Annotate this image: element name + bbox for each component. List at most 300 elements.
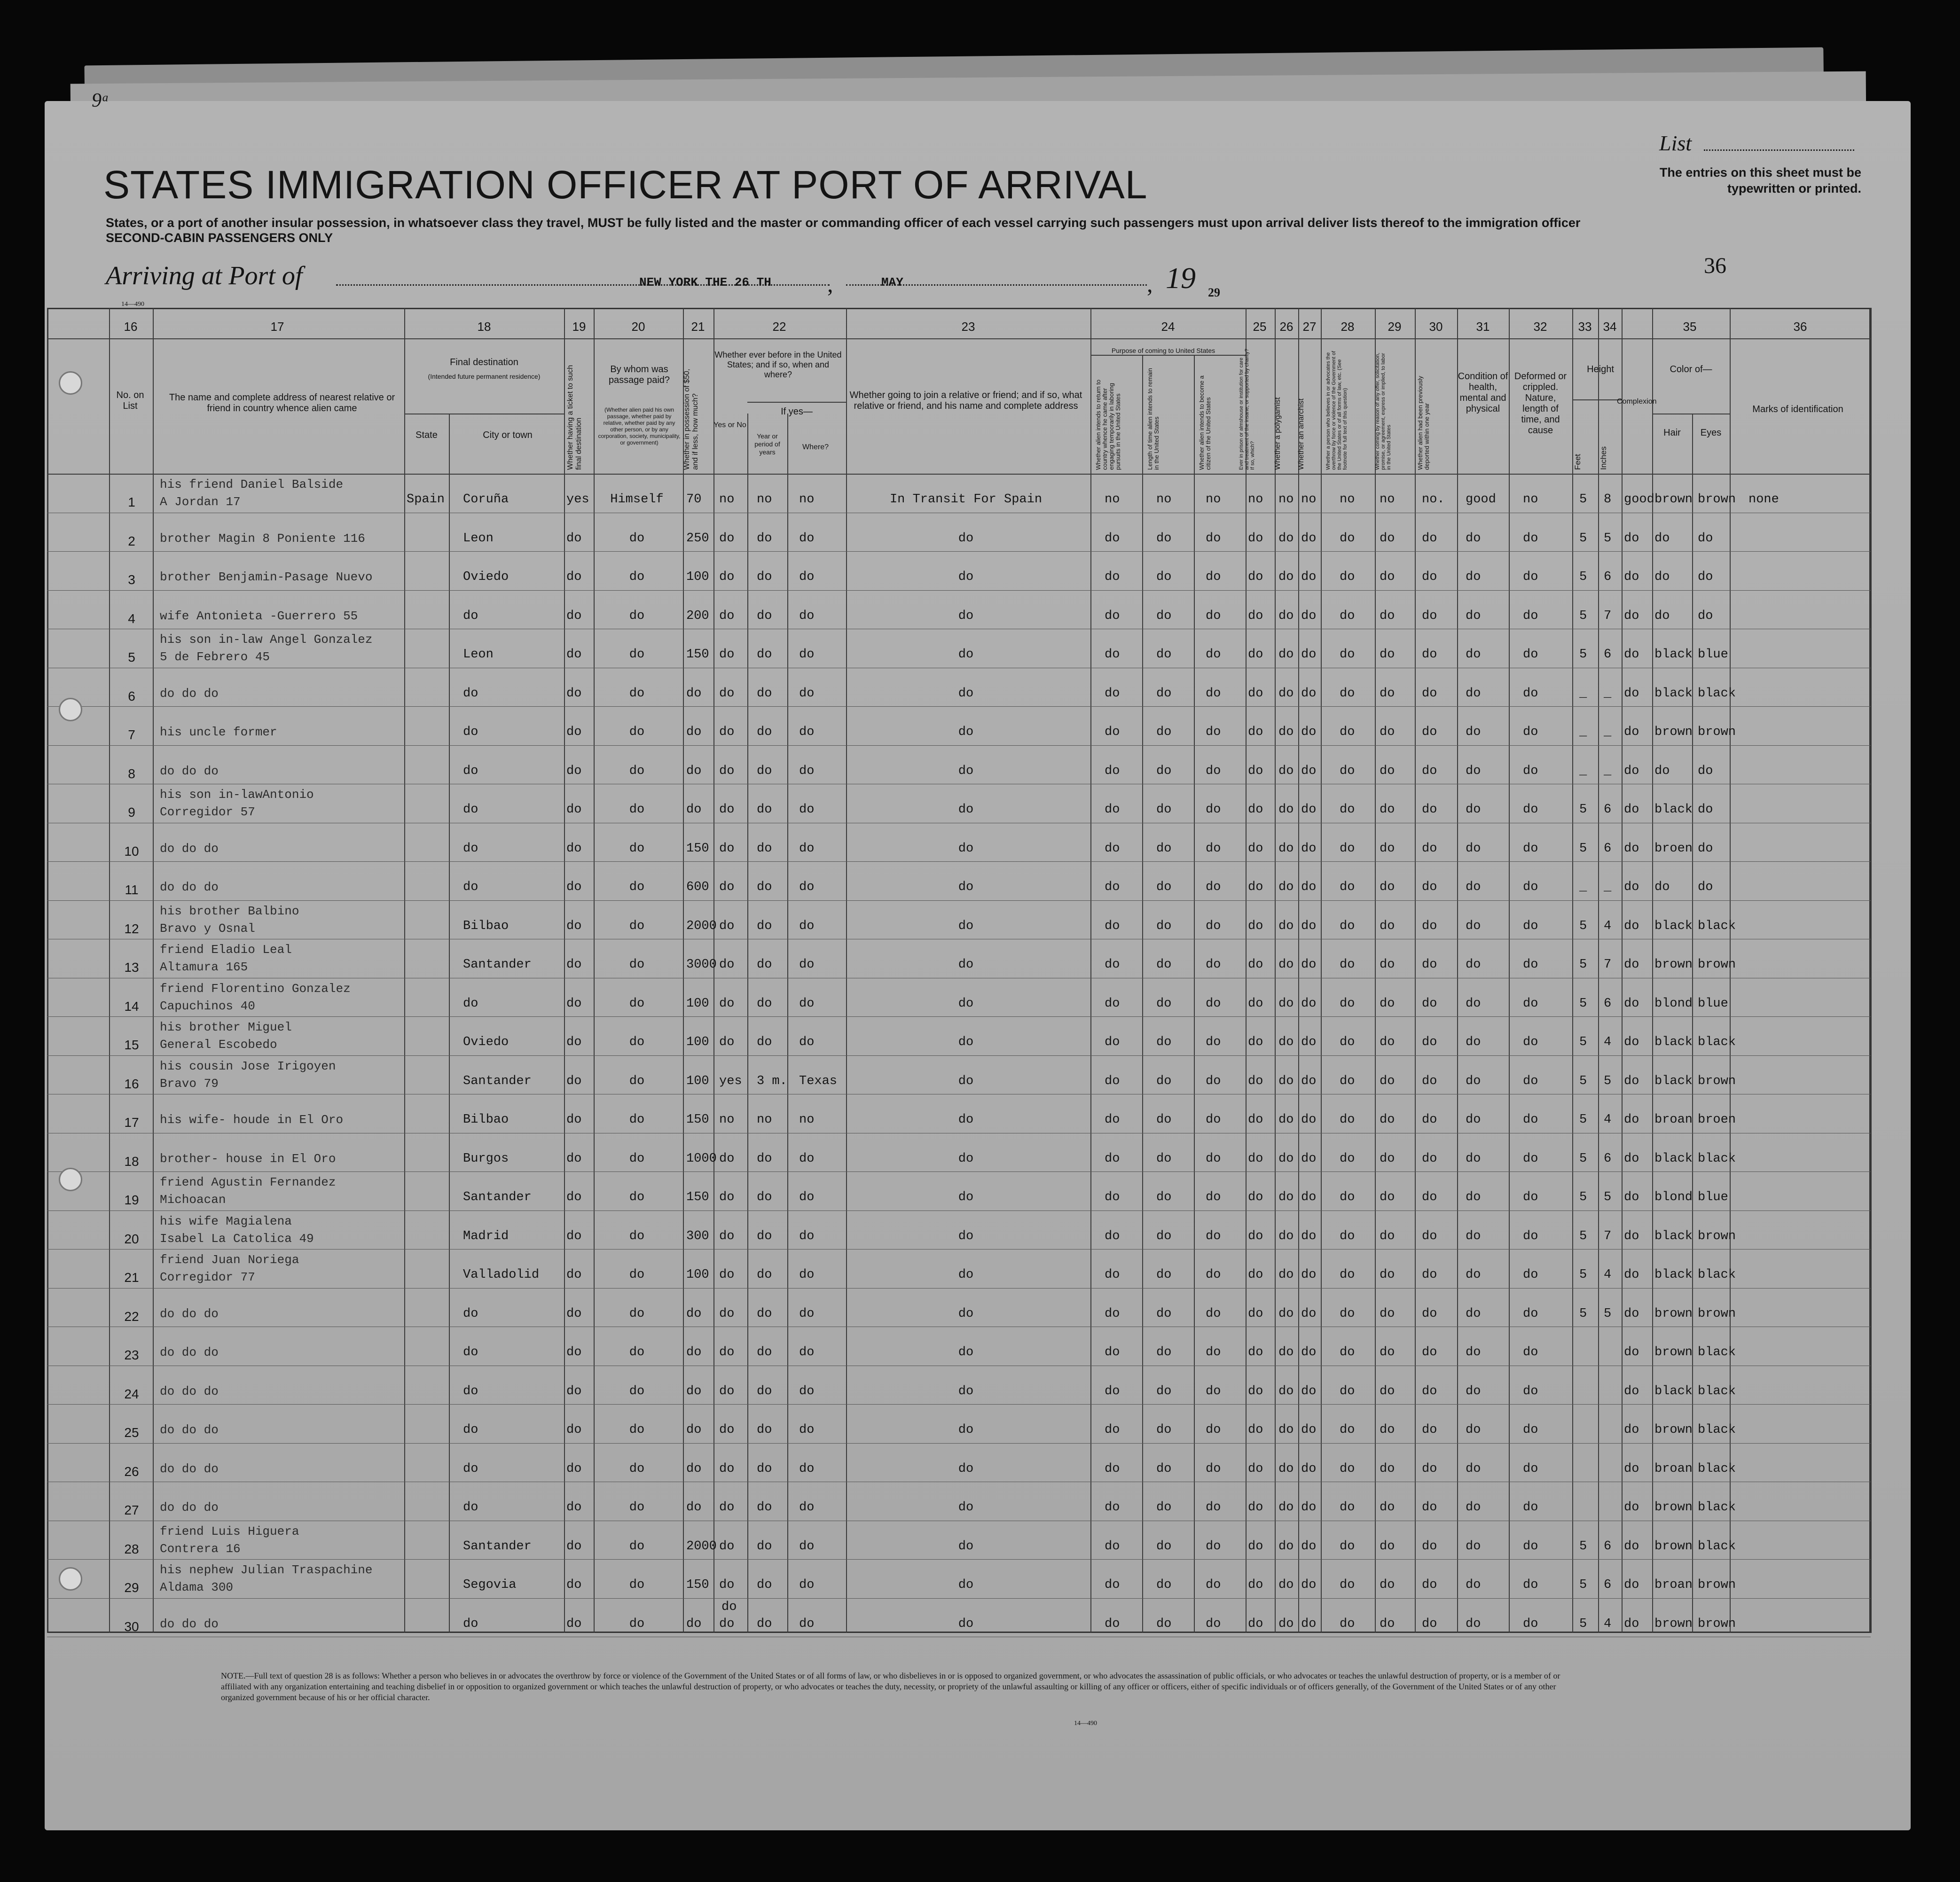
cell-where: do — [799, 880, 815, 894]
cell-in: 4 — [1604, 1035, 1612, 1049]
cell-c29: do — [1380, 1500, 1395, 1515]
cell-c26: do — [1278, 880, 1294, 894]
row-number: 9 — [128, 805, 135, 820]
row-number: 12 — [124, 921, 139, 936]
header-coming-offer: Whether coming by reason of any offer, solicitation, promise, or agreement, express or implied, to labor in the United States — [1375, 352, 1392, 470]
cell-ticket: do — [566, 841, 582, 856]
cell-c25: do — [1248, 725, 1263, 739]
row-rule — [47, 1443, 1871, 1444]
cell-c25: do — [1248, 1306, 1263, 1321]
cell-c25: do — [1248, 1074, 1263, 1088]
cell-c27: do — [1301, 919, 1317, 933]
relative-name: brother Benjamin-Pasage Nuevo — [160, 570, 373, 584]
cell-paid: do — [629, 1539, 645, 1554]
cell-where: do — [799, 996, 815, 1011]
cell-state: Spain — [407, 492, 445, 507]
cell-ticket: do — [566, 1229, 582, 1243]
cell-c26: do — [1278, 1074, 1294, 1088]
header-prison: Ever in prison or almshouse or institution for care and treatment of the insane, or supported by charity? If so, which? — [1239, 348, 1255, 470]
cell-ft: 5 — [1579, 1035, 1587, 1049]
cell-c25: do — [1248, 1229, 1263, 1243]
cell-health: good — [1466, 492, 1496, 507]
cell-paid: do — [629, 609, 645, 623]
cell-hair: do — [1654, 880, 1670, 894]
column-number: 29 — [1388, 320, 1402, 334]
cell-c25: do — [1248, 648, 1263, 662]
cell-c27: do — [1301, 1151, 1317, 1166]
cell-c28: do — [1340, 648, 1355, 662]
row-number: 29 — [124, 1580, 139, 1595]
relative-name: do do do — [160, 1500, 219, 1515]
cell-in: _ — [1604, 764, 1612, 778]
sub-column-rule — [1142, 355, 1143, 1633]
cell-c27: do — [1301, 1384, 1317, 1398]
row-number: 22 — [124, 1309, 139, 1324]
cell-c30: do — [1422, 1539, 1437, 1554]
cell-yn: do — [719, 1423, 735, 1437]
cell-eyes: blue — [1698, 996, 1728, 1011]
cell-join: do — [958, 609, 974, 623]
cell-c28: do — [1340, 841, 1355, 856]
cell-yr: do — [757, 648, 772, 662]
cell-c30: do — [1422, 686, 1437, 701]
cell-hair: brown — [1654, 1616, 1693, 1631]
cell-join: do — [958, 1306, 974, 1321]
cell-p1: do — [1105, 1345, 1120, 1359]
cell-paid: do — [629, 1578, 645, 1592]
cell-p3: do — [1206, 996, 1221, 1011]
cell-eyes: brown — [1698, 1074, 1736, 1088]
relative-name: friend Eladio Leal — [160, 943, 292, 957]
cell-yn: do — [719, 686, 735, 701]
header-inches: Inches — [1599, 446, 1608, 470]
cell-marks: none — [1748, 492, 1779, 507]
cell-c26: do — [1278, 648, 1294, 662]
cell-p1: do — [1105, 1229, 1120, 1243]
cell-ticket: do — [566, 1616, 582, 1631]
cell-ticket: do — [566, 686, 582, 701]
cell-money: 100 — [686, 1035, 709, 1049]
cell-hair: brown — [1654, 1539, 1693, 1554]
cell-ticket: do — [566, 648, 582, 662]
header-rule — [47, 474, 1871, 475]
relative-name: friend Agustin Fernandez — [160, 1175, 336, 1189]
cell-eyes: do — [1698, 609, 1713, 623]
relative-address: Corregidor 57 — [160, 805, 255, 819]
cell-health: do — [1466, 725, 1481, 739]
cell-hair: black — [1654, 803, 1693, 817]
cell-c26: do — [1278, 1306, 1294, 1321]
cell-c30: do — [1422, 1229, 1437, 1243]
cell-p1: do — [1105, 531, 1120, 546]
cell-c27: do — [1301, 764, 1317, 778]
cell-p2: do — [1156, 996, 1172, 1011]
cell-p3: do — [1206, 1151, 1221, 1166]
column-rule — [594, 308, 595, 1633]
cell-where: do — [799, 803, 815, 817]
cell-p3: do — [1206, 919, 1221, 933]
cell-c29: do — [1380, 1306, 1395, 1321]
cell-complexion: do — [1624, 1384, 1639, 1398]
relative-address: Bravo 79 — [160, 1076, 219, 1091]
cell-paid: do — [629, 996, 645, 1011]
row-number: 14 — [124, 999, 139, 1014]
cell-deformed: do — [1523, 1616, 1538, 1631]
header-feet: Feet — [1573, 453, 1582, 470]
cell-p1: do — [1105, 764, 1120, 778]
cell-deformed: do — [1523, 1229, 1538, 1243]
column-rule — [1598, 308, 1599, 1633]
binder-hole — [59, 1168, 82, 1191]
cell-paid: do — [629, 648, 645, 662]
cell-hair: do — [1654, 531, 1670, 546]
cell-where: do — [799, 1306, 815, 1321]
cell-c27: do — [1301, 1190, 1317, 1204]
cell-eyes: brown — [1698, 725, 1736, 739]
cell-in: 6 — [1604, 570, 1612, 584]
cell-yr: do — [757, 1229, 772, 1243]
cell-p3: do — [1206, 1113, 1221, 1127]
cell-c30: do — [1422, 1151, 1437, 1166]
cell-p2: do — [1156, 1035, 1172, 1049]
cell-city: do — [463, 1306, 478, 1321]
cell-in: 6 — [1604, 1539, 1612, 1554]
row-number: 19 — [124, 1193, 139, 1207]
cell-c29: do — [1380, 958, 1395, 972]
header-city: City or town — [483, 430, 533, 440]
cell-paid: do — [629, 1268, 645, 1282]
cell-c29: do — [1380, 686, 1395, 701]
cell-health: do — [1466, 648, 1481, 662]
cell-paid: do — [629, 570, 645, 584]
header-rule — [747, 402, 846, 403]
cell-money: do — [686, 725, 702, 739]
cell-c28: do — [1340, 1539, 1355, 1554]
cell-paid: do — [629, 1151, 645, 1166]
row-rule — [47, 590, 1871, 591]
cell-yn: do — [719, 996, 735, 1011]
cell-complexion: do — [1624, 648, 1639, 662]
cell-paid: do — [629, 1461, 645, 1476]
cell-p1: do — [1105, 919, 1120, 933]
column-number: 20 — [631, 320, 645, 334]
cell-c30: do — [1422, 531, 1437, 546]
cell-c28: do — [1340, 1113, 1355, 1127]
cell-paid: do — [629, 725, 645, 739]
cell-c25: do — [1248, 1578, 1263, 1592]
cell-p3: do — [1206, 958, 1221, 972]
cell-c29: do — [1380, 531, 1395, 546]
cell-in: 6 — [1604, 803, 1612, 817]
cell-c28: do — [1340, 1616, 1355, 1631]
cell-eyes: black — [1698, 1500, 1736, 1515]
cell-yn: do — [719, 531, 735, 546]
cell-join: do — [958, 958, 974, 972]
cell-ft: 5 — [1579, 1539, 1587, 1554]
cell-where: do — [799, 1578, 815, 1592]
cell-c27: do — [1301, 1074, 1317, 1088]
cell-c30: do — [1422, 1113, 1437, 1127]
cell-yn: do — [719, 1229, 735, 1243]
cell-paid: do — [629, 1384, 645, 1398]
cell-c26: do — [1278, 686, 1294, 701]
cell-c28: do — [1340, 531, 1355, 546]
cell-health: do — [1466, 1500, 1481, 1515]
corner-mark: 9ᵃ — [92, 90, 110, 111]
cell-eyes: do — [1698, 841, 1713, 856]
cell-money: 600 — [686, 880, 709, 894]
cell-where: do — [799, 764, 815, 778]
cell-hair: do — [1654, 609, 1670, 623]
header-where: Where? — [802, 443, 829, 451]
cell-c30: do — [1422, 1461, 1437, 1476]
cell-hair: brown — [1654, 725, 1693, 739]
cell-yr: do — [757, 686, 772, 701]
cell-in: 6 — [1604, 648, 1612, 662]
cell-yr: do — [757, 1578, 772, 1592]
cell-in: 7 — [1604, 958, 1612, 972]
cell-p2: do — [1156, 1500, 1172, 1515]
cell-c29: do — [1380, 1113, 1395, 1127]
cell-yr: do — [757, 1539, 772, 1554]
header-hair: Hair — [1663, 428, 1681, 438]
cell-ft: 5 — [1579, 570, 1587, 584]
list-line — [1704, 149, 1854, 151]
cell-p2: do — [1156, 1384, 1172, 1398]
cell-ticket: do — [566, 1461, 582, 1476]
cell-join: do — [958, 996, 974, 1011]
cell-p3: do — [1206, 1539, 1221, 1554]
cell-ticket: do — [566, 1151, 582, 1166]
column-rule — [1457, 308, 1458, 1633]
cell-hair: black — [1654, 1074, 1693, 1088]
cell-yn: do — [719, 1578, 735, 1592]
cell-join: do — [958, 1616, 974, 1631]
cell-c25: do — [1248, 1616, 1263, 1631]
cell-p2: do — [1156, 1151, 1172, 1166]
cell-join: do — [958, 1151, 974, 1166]
cell-in: 4 — [1604, 1616, 1612, 1631]
cell-join: do — [958, 686, 974, 701]
cell-complexion: do — [1624, 1616, 1639, 1631]
cell-p3: do — [1206, 1500, 1221, 1515]
cell-p1: do — [1105, 1384, 1120, 1398]
cell-c29: do — [1380, 880, 1395, 894]
cell-c26: do — [1278, 841, 1294, 856]
sub-column-rule — [747, 414, 748, 1633]
row-rule — [47, 1559, 1871, 1560]
cell-money: do — [686, 803, 702, 817]
cell-c26: do — [1278, 1268, 1294, 1282]
cell-money: 2000 — [686, 919, 717, 933]
cell-ticket: do — [566, 1113, 582, 1127]
cell-yr: do — [757, 725, 772, 739]
cell-hair: black — [1654, 1268, 1693, 1282]
cell-city: Bilbao — [463, 919, 509, 933]
row-number: 3 — [128, 572, 135, 587]
row-number: 13 — [124, 960, 139, 975]
relative-address: Contrera 16 — [160, 1541, 241, 1556]
cell-money: 200 — [686, 609, 709, 623]
cell-p3: do — [1206, 725, 1221, 739]
cell-paid: do — [629, 958, 645, 972]
cell-paid: do — [629, 1423, 645, 1437]
cell-city: do — [463, 803, 478, 817]
cell-c28: do — [1340, 1461, 1355, 1476]
row-rule — [47, 1404, 1871, 1405]
cell-p3: do — [1206, 1461, 1221, 1476]
cell-paid: Himself — [610, 492, 664, 507]
cell-p2: do — [1156, 531, 1172, 546]
cell-p1: do — [1105, 1035, 1120, 1049]
cell-c25: do — [1248, 1190, 1263, 1204]
column-rule — [1622, 308, 1623, 1633]
relative-address: Altamura 165 — [160, 960, 248, 974]
cell-c25: do — [1248, 609, 1263, 623]
header-yes-no: Yes or No — [713, 421, 746, 429]
cell-in: 4 — [1604, 1268, 1612, 1282]
cell-p1: do — [1105, 1268, 1120, 1282]
header-purpose: Purpose of coming to United States — [1111, 347, 1215, 354]
cell-c28: do — [1340, 1268, 1355, 1282]
cell-c28: do — [1340, 609, 1355, 623]
cell-p2: no — [1156, 492, 1172, 507]
cell-where: do — [799, 1151, 815, 1166]
cell-c27: do — [1301, 686, 1317, 701]
cell-c26: do — [1278, 609, 1294, 623]
cell-join: do — [958, 919, 974, 933]
cell-p3: do — [1206, 841, 1221, 856]
row-rule — [47, 551, 1871, 552]
cell-money: 100 — [686, 1268, 709, 1282]
column-number: 35 — [1683, 320, 1697, 334]
cell-health: do — [1466, 1345, 1481, 1359]
cell-c27: no — [1301, 492, 1317, 507]
cell-p1: do — [1105, 1113, 1120, 1127]
cell-deformed: do — [1523, 1539, 1538, 1554]
cell-health: do — [1466, 880, 1481, 894]
sub-column-rule — [449, 414, 450, 1633]
header-join-relative: Whether going to join a relative or friend; and if so, what relative or friend, and his name and complete address — [849, 390, 1082, 411]
cell-c25: do — [1248, 880, 1263, 894]
cell-hair: brown — [1654, 1423, 1693, 1437]
row-number: 2 — [128, 533, 135, 548]
cell-c28: do — [1340, 1035, 1355, 1049]
cell-yr: do — [757, 880, 772, 894]
cell-c27: do — [1301, 1268, 1317, 1282]
cell-p1: do — [1105, 1190, 1120, 1204]
cell-hair: black — [1654, 919, 1693, 933]
cell-c27: do — [1301, 725, 1317, 739]
row-rule — [47, 1210, 1871, 1211]
cell-deformed: do — [1523, 958, 1538, 972]
cell-c30: do — [1422, 996, 1437, 1011]
cell-health: do — [1466, 1190, 1481, 1204]
relative-name: do do do — [160, 880, 219, 894]
cell-p3: do — [1206, 609, 1221, 623]
cell-c26: do — [1278, 1229, 1294, 1243]
cell-ft: 5 — [1579, 803, 1587, 817]
year-suffix: 29 — [1208, 286, 1220, 299]
cell-hair: black — [1654, 1151, 1693, 1166]
cell-deformed: do — [1523, 1190, 1538, 1204]
cell-health: do — [1466, 1074, 1481, 1088]
cell-ft: _ — [1579, 686, 1587, 701]
cell-p3: do — [1206, 1229, 1221, 1243]
cell-c27: do — [1301, 1578, 1317, 1592]
cell-health: do — [1466, 1616, 1481, 1631]
relative-name: brother Magin 8 Poniente 116 — [160, 531, 365, 546]
column-number: 31 — [1476, 320, 1490, 334]
relative-name: his wife Magialena — [160, 1214, 292, 1228]
cell-where: do — [799, 1616, 815, 1631]
cell-ft: 5 — [1579, 958, 1587, 972]
cell-money: 250 — [686, 531, 709, 546]
cell-c28: do — [1340, 958, 1355, 972]
cell-complexion: do — [1624, 1539, 1639, 1554]
cell-complexion: do — [1624, 919, 1639, 933]
header-passage-paid: By whom was passage paid? — [608, 364, 670, 385]
cell-money: do — [686, 1345, 702, 1359]
cell-city: Leon — [463, 531, 494, 546]
cell-c28: do — [1340, 996, 1355, 1011]
cell-yn: do — [719, 1345, 735, 1359]
cell-c26: do — [1278, 958, 1294, 972]
row-number: 21 — [124, 1270, 139, 1285]
cell-money: 1000 — [686, 1151, 717, 1166]
cell-yr: do — [757, 764, 772, 778]
cell-in: 6 — [1604, 1578, 1612, 1592]
sub-column-rule — [1194, 355, 1195, 1633]
cell-p2: do — [1156, 1268, 1172, 1282]
cell-city: do — [463, 1500, 478, 1515]
row-rule — [47, 900, 1871, 901]
cell-c29: do — [1380, 648, 1395, 662]
cell-paid: do — [629, 764, 645, 778]
relative-name: his wife- houde in El Oro — [160, 1113, 344, 1127]
row-rule — [47, 706, 1871, 707]
cell-c25: do — [1248, 919, 1263, 933]
cell-complexion: do — [1624, 880, 1639, 894]
column-rule — [1572, 308, 1573, 1633]
cell-health: do — [1466, 841, 1481, 856]
cell-c29: no — [1380, 492, 1395, 507]
cell-eyes: do — [1698, 531, 1713, 546]
cell-yr: do — [757, 1500, 772, 1515]
cell-c28: do — [1340, 1578, 1355, 1592]
cell-where: do — [799, 531, 815, 546]
cell-where: do — [799, 1423, 815, 1437]
cell-hair: black — [1654, 648, 1693, 662]
relative-name: his cousin Jose Irigoyen — [160, 1059, 336, 1073]
cell-p3: do — [1206, 764, 1221, 778]
column-number: 21 — [691, 320, 705, 334]
cell-complexion: do — [1624, 1113, 1639, 1127]
cell-hair: broan — [1654, 1461, 1693, 1476]
cell-join: do — [958, 1113, 974, 1127]
cell-complexion: do — [1624, 1500, 1639, 1515]
cell-c30: do — [1422, 1268, 1437, 1282]
cell-ticket: do — [566, 570, 582, 584]
cell-yn: do — [719, 1268, 735, 1282]
cell-eyes: black — [1698, 919, 1736, 933]
cell-c25: do — [1248, 1461, 1263, 1476]
cell-p1: do — [1105, 686, 1120, 701]
header-purpose-a: Whether alien intends to return to country whence he came after engaging temporarily in laboring pursuits in the United States — [1095, 379, 1121, 470]
cell-ticket: do — [566, 609, 582, 623]
cell-in: 5 — [1604, 1306, 1612, 1321]
cell-c26: do — [1278, 764, 1294, 778]
